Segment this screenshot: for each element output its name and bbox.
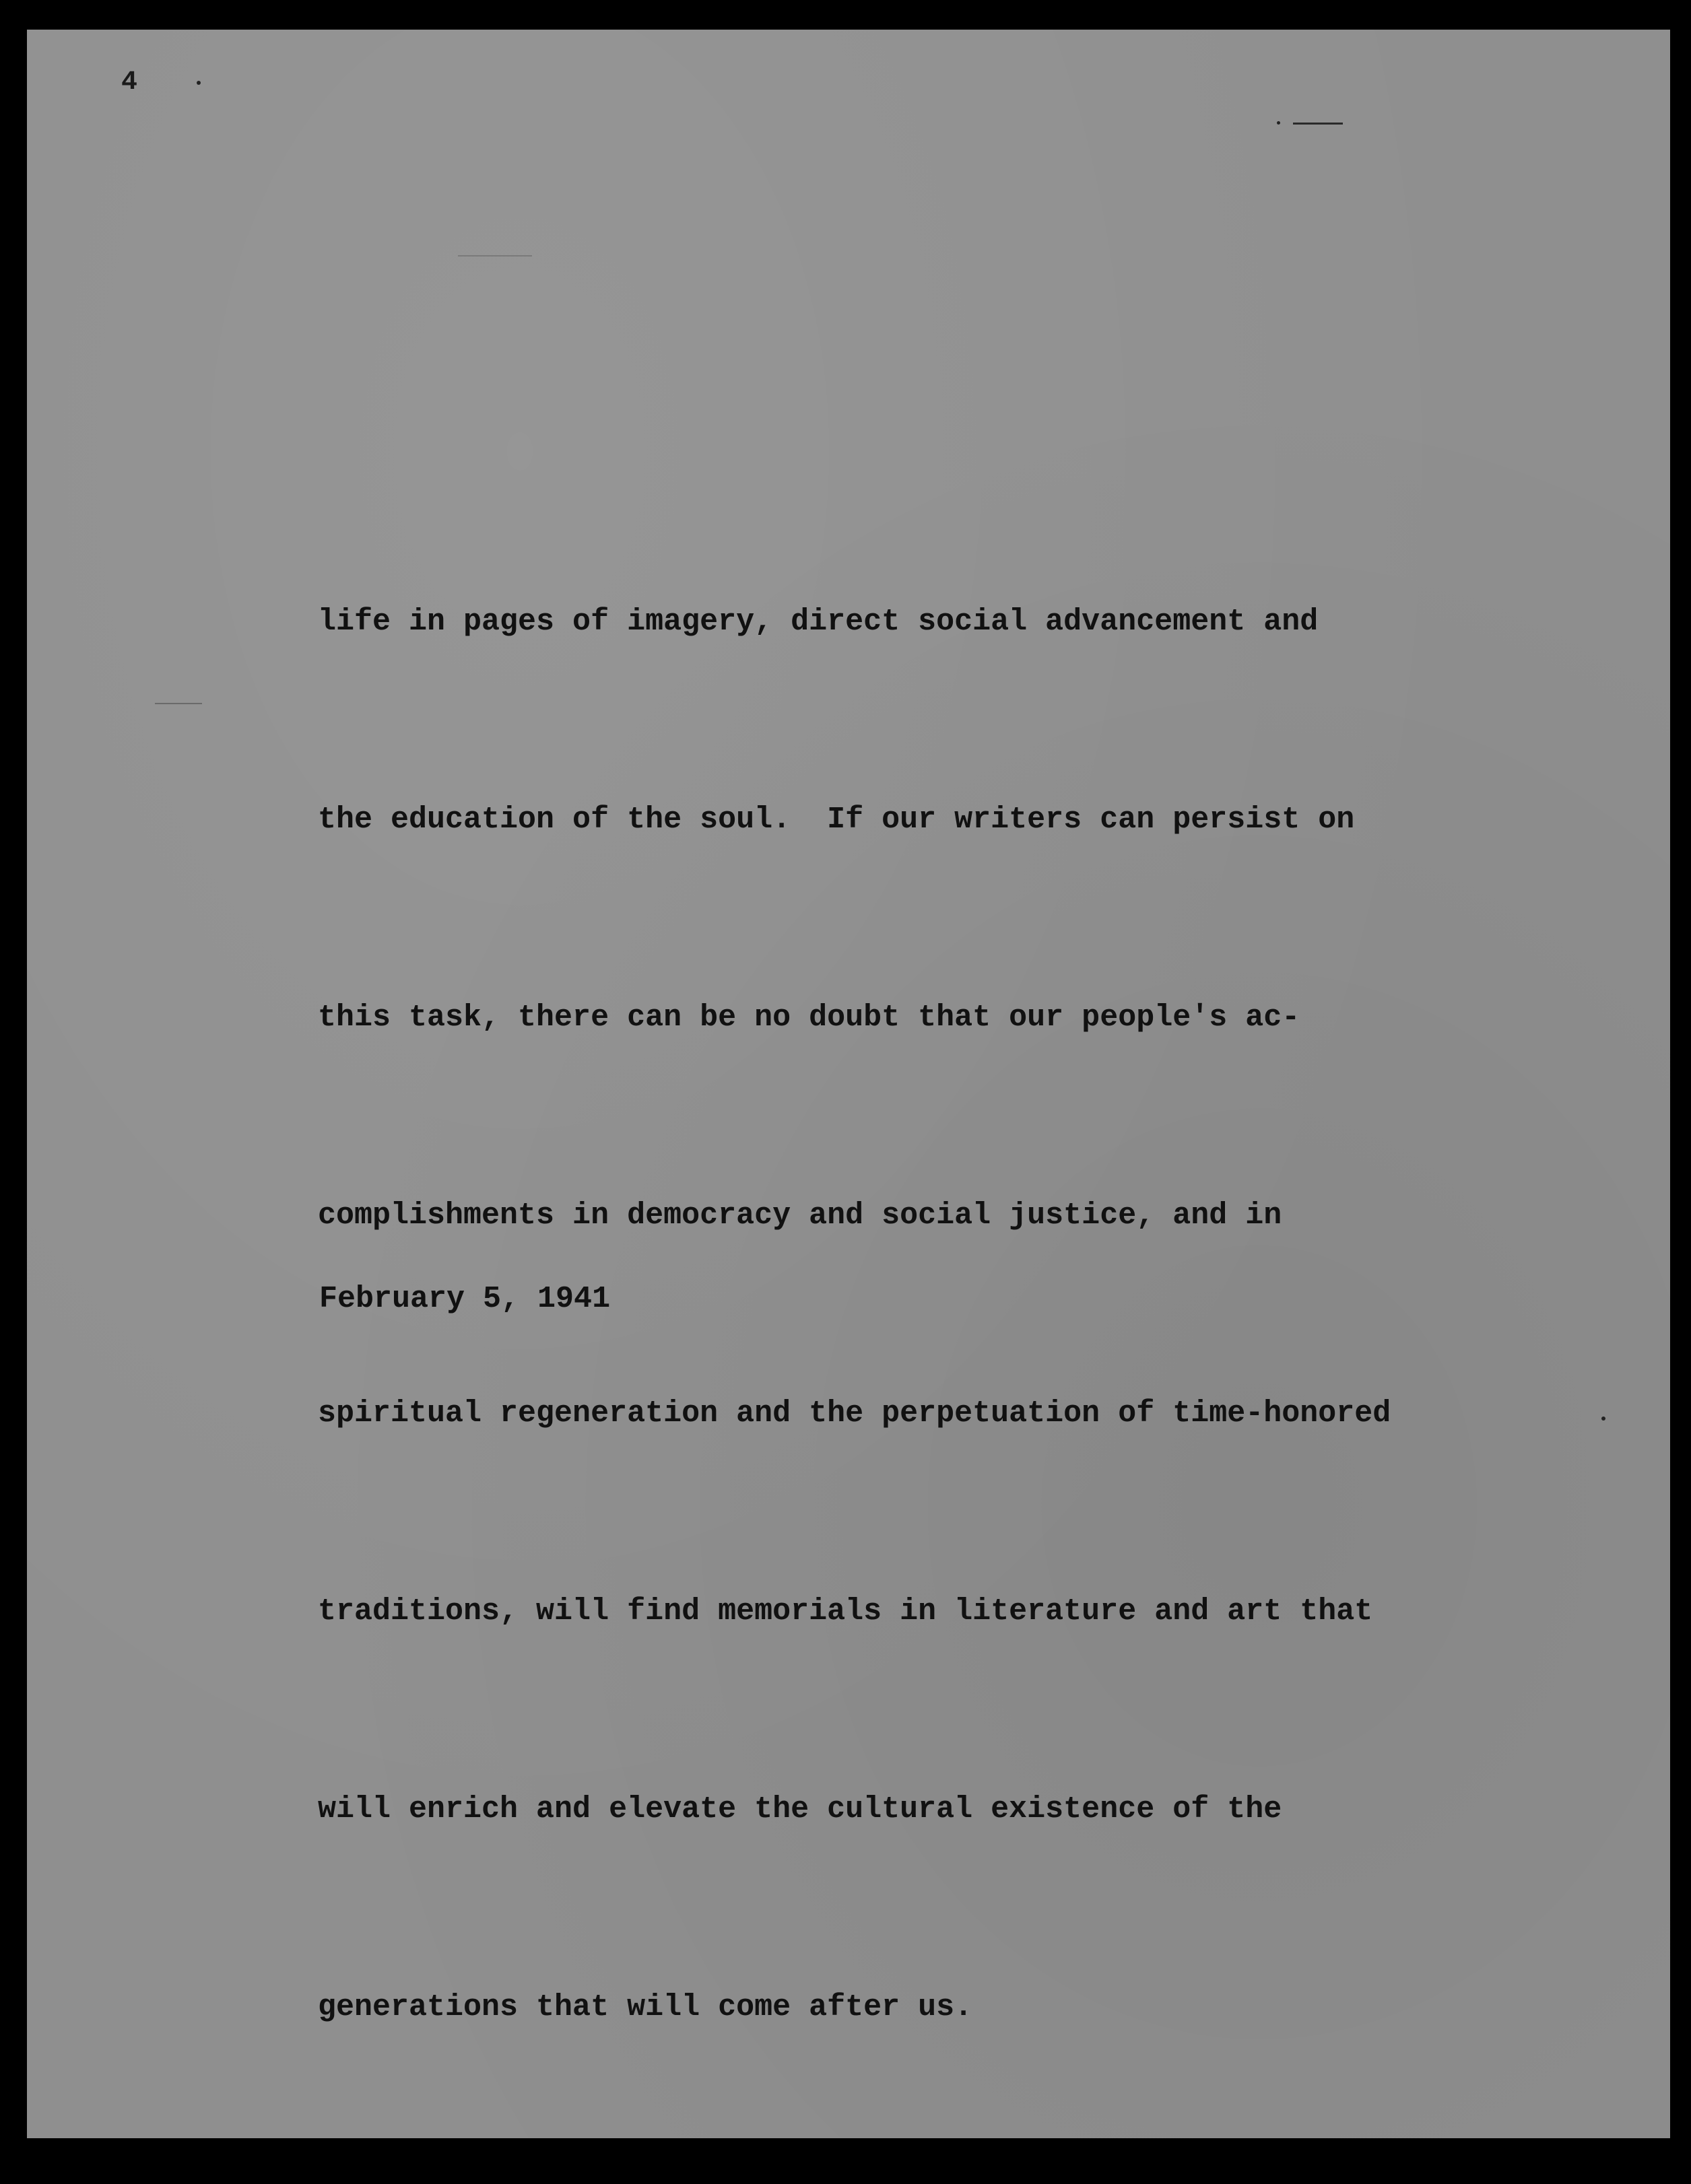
page-number: 4 [121,67,139,98]
text-line: generations that will come after us. [318,1990,973,2024]
text-line: spiritual regeneration and the perpetuation of time-honored [318,1396,1391,1431]
text-line: will enrich and elevate the cultural existence of the [318,1792,1282,1827]
ink-speck [1601,1417,1605,1421]
text-line: life in pages of imagery, direct social advancement and [318,605,1319,639]
text-line: this task, there can be no doubt that our people's ac- [318,1000,1300,1035]
text-line: complishments in democracy and social justice, and in [318,1198,1282,1233]
text-line: the education of the soul. If our writers can persist on [318,803,1355,837]
ink-mark [1293,123,1343,125]
ink-mark [458,255,532,257]
ink-speck [197,81,201,85]
document-page [27,30,1670,2138]
text-line: traditions, will find memorials in literature and art that [318,1594,1373,1629]
ink-speck [1277,121,1280,125]
ink-mark [155,703,202,704]
document-date: February 5, 1941 [319,1282,611,1316]
